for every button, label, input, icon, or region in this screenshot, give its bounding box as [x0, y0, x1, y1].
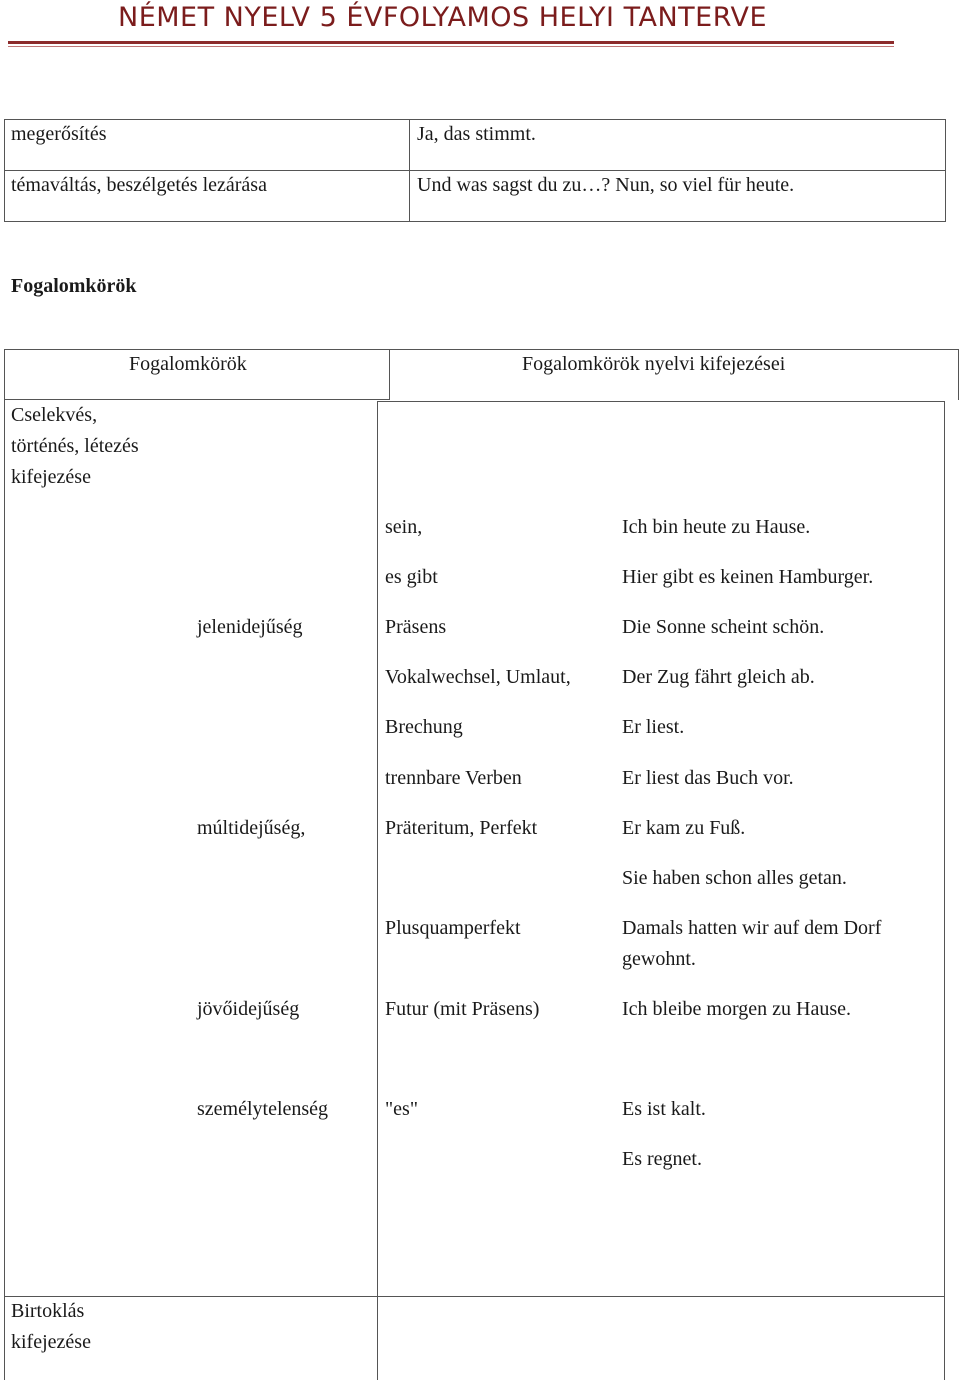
grammar-form: Präteritum, Perfekt [385, 817, 538, 839]
grammar-form: Präsens [385, 616, 447, 638]
example-sentence: Er liest. [622, 716, 685, 738]
grammar-form: sein, [385, 516, 423, 538]
example-sentence: Der Zug fährt gleich ab. [622, 666, 815, 688]
category-label: kifejezése [11, 1331, 91, 1353]
section-title: Fogalomkörök [11, 275, 137, 297]
example-sentence: Ich bleibe morgen zu Hause. [622, 998, 851, 1020]
grammar-form: "es" [385, 1098, 418, 1120]
top-table-text: Ja, das stimmt. [417, 123, 536, 145]
grammar-form: Futur (mit Präsens) [385, 998, 540, 1020]
subcategory-past: múltidejűség, [197, 817, 306, 839]
top-table-label: megerősítés [11, 123, 107, 145]
example-sentence: Hier gibt es keinen Hamburger. [622, 566, 874, 588]
subcategory-future: jövőidejűség [197, 998, 300, 1020]
example-sentence: Die Sonne scheint schön. [622, 616, 825, 638]
category-label: Birtoklás [11, 1300, 85, 1322]
subcategory-impersonal: személytelenség [197, 1098, 329, 1120]
column-header-concepts: Fogalomkörök [129, 353, 247, 375]
example-sentence: Es ist kalt. [622, 1098, 706, 1120]
header-rule [8, 41, 894, 44]
grammar-form: Vokalwechsel, Umlaut, [385, 666, 571, 688]
grammar-form: Brechung [385, 716, 463, 738]
top-table-label: témaváltás, beszélgetés lezárása [11, 174, 267, 196]
top-table-text: Und was sagst du zu…? Nun, so viel für heute. [417, 174, 795, 196]
column-header-expressions: Fogalomkörök nyelvi kifejezései [522, 353, 786, 375]
category-label: kifejezése [11, 466, 91, 488]
example-sentence: Er liest das Buch vor. [622, 767, 794, 789]
example-sentence: Sie haben schon alles getan. [622, 867, 847, 889]
grammar-form: es gibt [385, 566, 438, 588]
example-sentence: Ich bin heute zu Hause. [622, 516, 811, 538]
example-sentence: gewohnt. [622, 948, 696, 970]
grammar-form: trennbare Verben [385, 767, 522, 789]
grammar-form: Plusquamperfekt [385, 917, 521, 939]
category-label: történés, létezés [11, 435, 139, 457]
example-sentence: Es regnet. [622, 1148, 702, 1170]
document-header-title: NÉMET NYELV 5 ÉVFOLYAMOS HELYI TANTERVE [118, 2, 768, 33]
subcategory-present: jelenidejűség [197, 616, 303, 638]
header-rule-thin [8, 46, 894, 47]
category-label: Cselekvés, [11, 404, 98, 426]
example-sentence: Damals hatten wir auf dem Dorf [622, 917, 882, 939]
example-sentence: Er kam zu Fuß. [622, 817, 746, 839]
